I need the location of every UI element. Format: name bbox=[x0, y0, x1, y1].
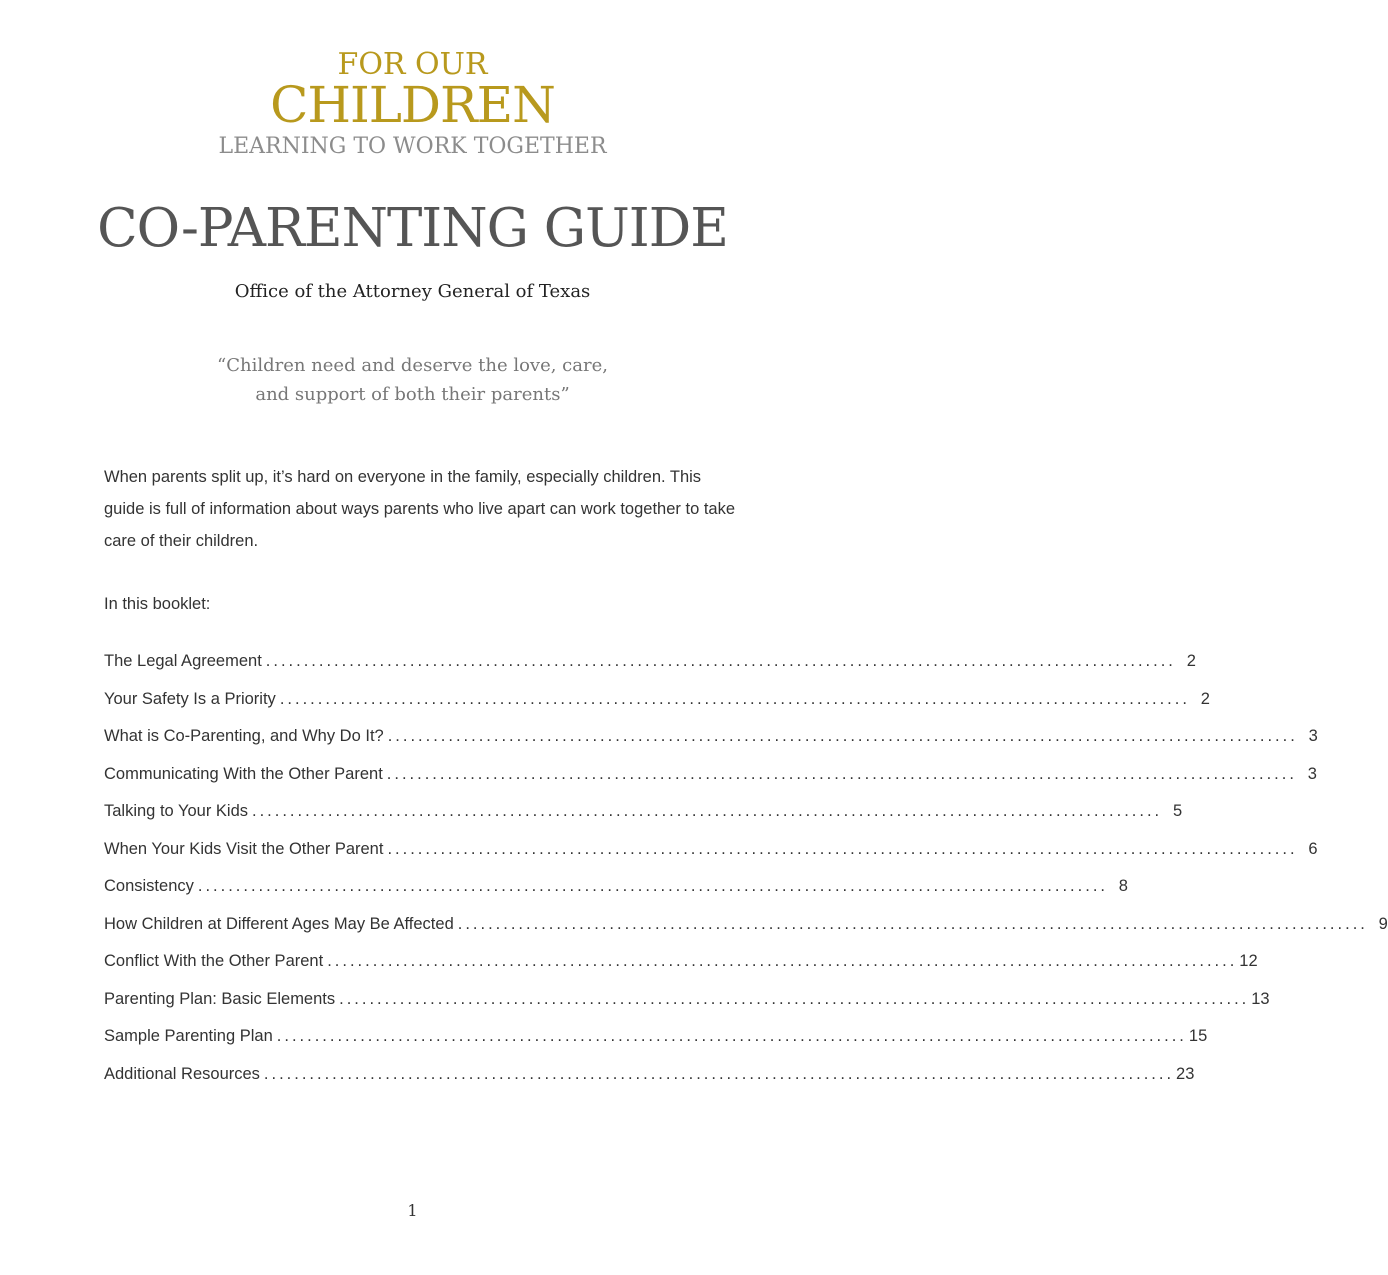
toc-leader-dots: ........................................................................................................................ bbox=[279, 689, 1190, 708]
toc-item bbox=[104, 871, 1128, 909]
toc-item bbox=[104, 796, 1183, 834]
toc-item-page: 12 bbox=[1239, 952, 1258, 970]
page-title: CO-PARENTING GUIDE bbox=[97, 198, 728, 259]
page-number: 1 bbox=[407, 1201, 418, 1220]
toc-leader-dots: ........................................................................................................................ bbox=[386, 764, 1297, 783]
booklet-label: In this booklet: bbox=[104, 595, 211, 613]
toc-item bbox=[104, 1021, 1208, 1059]
publisher-subtitle: Office of the Attorney General of Texas bbox=[234, 281, 591, 302]
toc-leader-dots: ........................................................................................................................ bbox=[387, 727, 1298, 745]
toc-item-page: 13 bbox=[1251, 989, 1270, 1008]
toc-item-page: 8 bbox=[1118, 877, 1128, 895]
toc-item-title: Communicating With the Other Parent bbox=[104, 764, 383, 783]
toc-item-page: 2 bbox=[1186, 652, 1196, 670]
toc-leader-dots: ........................................................................................................................ bbox=[197, 877, 1108, 895]
toc-item bbox=[104, 984, 1270, 1022]
toc-item bbox=[104, 946, 1258, 984]
intro-paragraph: When parents split up, it’s hard on everyone in the family, especially children. This guide is full of information about ways parents who live apart can work together to take care of their children. bbox=[104, 468, 736, 550]
toc-item bbox=[104, 684, 1210, 722]
toc-item-title: How Children at Different Ages May Be Affected bbox=[104, 914, 454, 933]
toc-item bbox=[104, 721, 1318, 759]
toc-leader-dots: ........................................................................................................................ bbox=[387, 839, 1298, 858]
toc-item-title: Talking to Your Kids bbox=[104, 802, 249, 820]
toc-item bbox=[104, 909, 1388, 947]
quote bbox=[0, 351, 825, 409]
toc-leader-dots: ........................................................................................................................ bbox=[339, 989, 1250, 1008]
quote-line-2: and support of both their parents” bbox=[255, 384, 570, 405]
toc-item-page: 9 bbox=[1378, 914, 1388, 933]
logo-line-for-our: FOR OUR bbox=[337, 47, 488, 82]
toc-item-title: What is Co-Parenting, and Why Do It? bbox=[104, 727, 384, 745]
toc-item-page: 3 bbox=[1308, 727, 1318, 745]
logo-line-children: CHILDREN bbox=[270, 76, 555, 134]
toc-item bbox=[104, 646, 1196, 684]
toc-item-title: Conflict With the Other Parent bbox=[104, 952, 324, 970]
toc-item-title: The Legal Agreement bbox=[104, 652, 262, 670]
toc-leader-dots: ........................................................................................................................ bbox=[276, 1027, 1187, 1045]
toc-item-page: 6 bbox=[1308, 839, 1318, 858]
toc-item-title: Sample Parenting Plan bbox=[104, 1027, 273, 1045]
quote-line-1: “Children need and deserve the love, care, bbox=[217, 355, 608, 376]
toc-leader-dots: ........................................................................................................................ bbox=[265, 652, 1176, 670]
toc-item-title: Parenting Plan: Basic Elements bbox=[104, 989, 336, 1008]
logo bbox=[0, 48, 825, 162]
toc-item-title: Consistency bbox=[104, 877, 194, 895]
toc-item bbox=[104, 1059, 1195, 1097]
toc-item-page: 5 bbox=[1172, 802, 1183, 820]
toc-item bbox=[104, 834, 1318, 872]
toc-item-page: 15 bbox=[1188, 1027, 1208, 1045]
toc-item-title: When Your Kids Visit the Other Parent bbox=[104, 839, 384, 858]
toc-item-page: 3 bbox=[1307, 764, 1317, 783]
toc-item bbox=[104, 759, 1317, 797]
toc-leader-dots: ........................................................................................................................ bbox=[457, 914, 1368, 933]
toc-leader-dots: ........................................................................................................................ bbox=[327, 952, 1238, 970]
toc-item-title: Your Safety Is a Priority bbox=[104, 689, 276, 708]
logo-tagline: LEARNING TO WORK TOGETHER bbox=[218, 134, 607, 159]
toc-item-title: Additional Resources bbox=[104, 1064, 260, 1083]
toc-item-page: 23 bbox=[1176, 1064, 1195, 1083]
toc-leader-dots: ........................................................................................................................ bbox=[263, 1064, 1175, 1083]
table-of-contents bbox=[104, 646, 1388, 1096]
toc-leader-dots: ........................................................................................................................ bbox=[252, 802, 1163, 820]
toc-item-page: 2 bbox=[1200, 689, 1210, 708]
